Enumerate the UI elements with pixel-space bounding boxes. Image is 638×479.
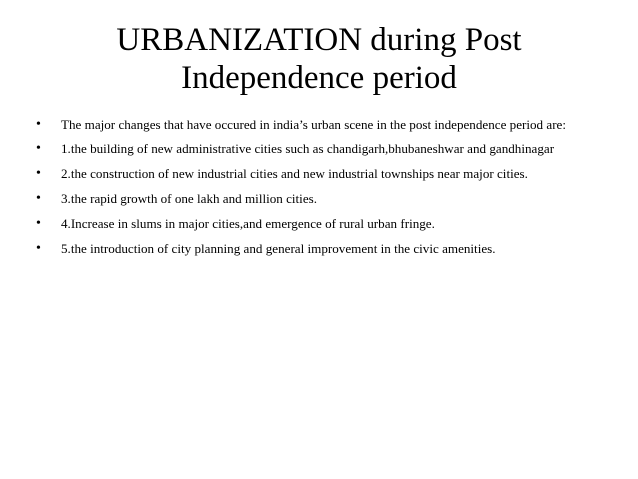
bullet-text: 2.the construction of new industrial cities and new industrial townships near major cities. (61, 166, 528, 181)
bullet-item (36, 164, 634, 184)
bullet-text: 4.Increase in slums in major cities,and emergence of rural urban fringe. (61, 216, 435, 231)
bullet-text: 5.the introduction of city planning and general improvement in the civic amenities. (61, 241, 496, 256)
bullet-icon: • (36, 216, 41, 231)
bullet-icon: • (36, 241, 41, 256)
slide-title (0, 21, 638, 97)
bullet-icon: • (36, 191, 41, 206)
bullet-icon: • (36, 141, 41, 156)
bullet-icon: • (36, 166, 41, 181)
title-line-2: Independence period (181, 60, 457, 96)
bullet-item (36, 189, 634, 209)
bullet-item (36, 115, 634, 135)
bullet-item (36, 214, 634, 234)
bullet-text: The major changes that have occured in india’s urban scene in the post independence period are: (61, 117, 567, 132)
title-line-1: URBANIZATION during Post (116, 22, 522, 58)
bullet-text: 1.the building of new administrative cities such as chandigarh,bhubaneshwar and gandhinagar (61, 141, 555, 156)
bullet-text: 3.the rapid growth of one lakh and million cities. (61, 191, 317, 206)
bullet-list (36, 115, 634, 264)
bullet-item (36, 239, 634, 259)
bullet-item (36, 139, 634, 159)
bullet-icon: • (36, 117, 41, 132)
